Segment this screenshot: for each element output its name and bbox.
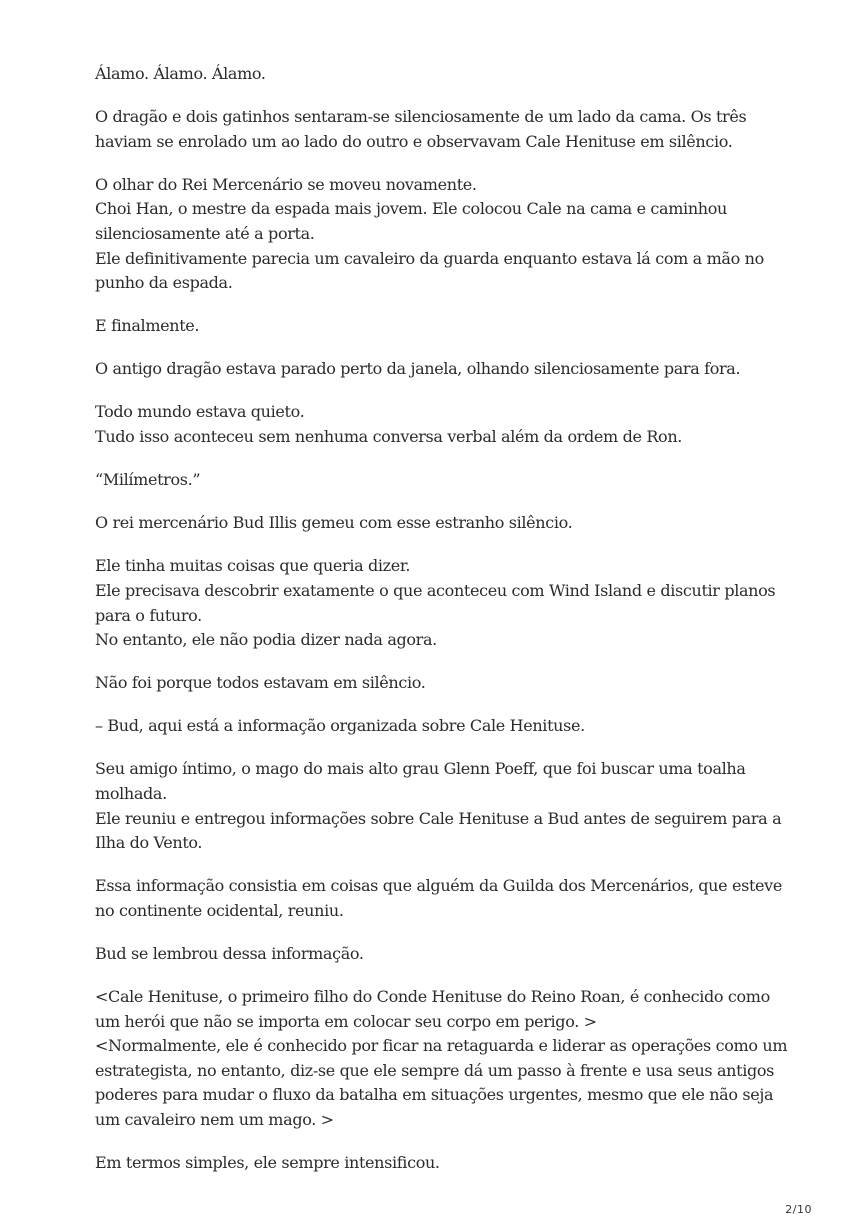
text-line: Todo mundo estava quieto.: [95, 402, 305, 422]
paragraph: [95, 874, 782, 923]
text-line: um cavaleiro nem um mago. >: [95, 1110, 334, 1129]
text-line: <Cale Henituse, o primeiro filho do Conde Henituse do Reino Roan, é conhecido como: [95, 987, 770, 1007]
text-line: “Milímetros.”: [95, 470, 201, 490]
text-line: No entanto, ele não podia dizer nada agora.: [95, 630, 437, 650]
paragraph: [95, 554, 776, 652]
paragraph: [95, 468, 767, 493]
text-line: <Normalmente, ele é conhecido por ficar na retaguarda e liderar as operações como um: [95, 1036, 788, 1056]
text-line: estrategista, no entanto, diz-se que ele sempre dá um passo à frente e usa seus antigos: [95, 1060, 775, 1080]
text-line: Ilha do Vento.: [95, 833, 203, 853]
paragraph: [95, 511, 767, 536]
text-line: haviam se enrolado um ao lado do outro e observavam Cale Henituse em silêncio.: [95, 131, 733, 151]
paragraph: [95, 714, 767, 739]
text-line: no continente ocidental, reuniu.: [95, 900, 344, 920]
text-line: – Bud, aqui está a informação organizada sobre Cale Henituse.: [95, 716, 585, 736]
text-line: Essa informação consistia em coisas que alguém da Guilda dos Mercenários, que esteve: [95, 876, 782, 896]
text-line: O antigo dragão estava parado perto da janela, olhando silenciosamente para fora.: [95, 359, 741, 379]
paragraph: [95, 357, 767, 382]
text-line: molhada.: [95, 783, 167, 803]
paragraph: [95, 173, 767, 296]
paragraph: [95, 62, 767, 87]
page-number: 2/10: [785, 1203, 812, 1216]
document-body: [95, 62, 788, 1194]
paragraph: [95, 400, 767, 449]
text-line: Ele definitivamente parecia um cavaleiro da guarda enquanto estava lá com a mão no: [95, 248, 764, 268]
text-line: O olhar do Rei Mercenário se moveu novamente.: [95, 174, 477, 194]
paragraph: [95, 985, 788, 1133]
paragraph: [95, 671, 767, 696]
text-line: punho da espada.: [95, 273, 233, 293]
paragraph: [95, 942, 767, 967]
text-line: Choi Han, o mestre da espada mais jovem. Ele colocou Cale na cama e caminhou: [95, 199, 727, 219]
paragraph: [95, 1151, 767, 1176]
text-line: Não foi porque todos estavam em silêncio.: [95, 673, 426, 693]
paragraph: [95, 314, 767, 339]
paragraph: [95, 757, 782, 855]
text-line: Tudo isso aconteceu sem nenhuma conversa verbal além da ordem de Ron.: [95, 427, 683, 447]
text-line: Ele reuniu e entregou informações sobre Cale Henituse a Bud antes de seguirem para a: [95, 808, 782, 828]
text-line: Ele tinha muitas coisas que queria dizer.: [95, 556, 411, 576]
paragraph: [95, 105, 767, 154]
text-line: Em termos simples, ele sempre intensificou.: [95, 1153, 440, 1173]
text-line: silenciosamente até a porta.: [95, 223, 315, 243]
text-line: O dragão e dois gatinhos sentaram-se silenciosamente de um lado da cama. Os três: [95, 107, 747, 127]
text-line: poderes para mudar o fluxo da batalha em situações urgentes, mesmo que ele não seja: [95, 1085, 774, 1105]
text-line: para o futuro.: [95, 605, 202, 625]
text-line: Ele precisava descobrir exatamente o que aconteceu com Wind Island e discutir planos: [95, 580, 776, 600]
text-line: Seu amigo íntimo, o mago do mais alto grau Glenn Poeff, que foi buscar uma toalha: [95, 759, 746, 779]
text-line: Álamo. Álamo. Álamo.: [95, 64, 266, 83]
text-line: O rei mercenário Bud Illis gemeu com esse estranho silêncio.: [95, 513, 573, 533]
text-line: Bud se lembrou dessa informação.: [95, 943, 364, 963]
text-line: um herói que não se importa em colocar seu corpo em perigo. >: [95, 1011, 597, 1031]
text-line: E finalmente.: [95, 316, 200, 336]
